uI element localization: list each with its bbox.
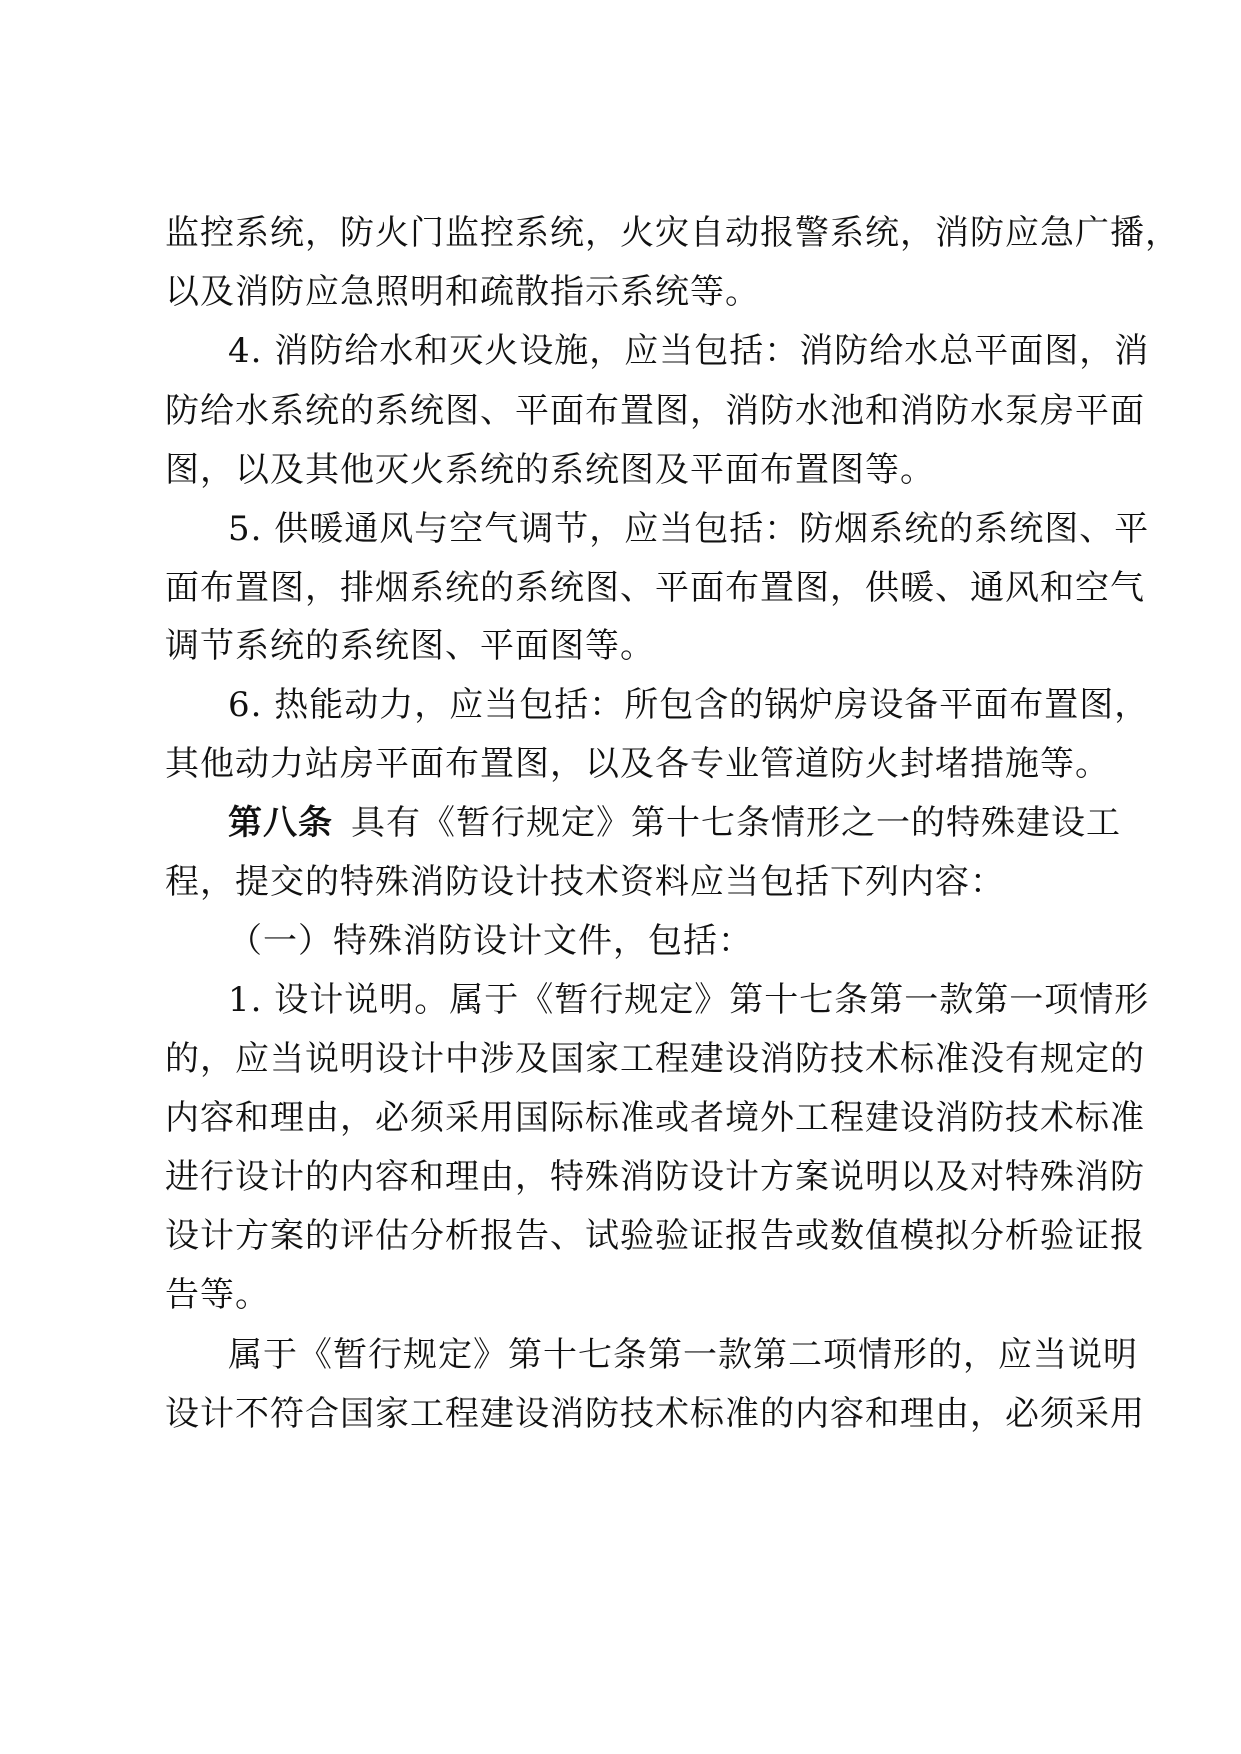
text-line: 面布置图，排烟系统的系统图、平面布置图，供暖、通风和空气 — [165, 568, 1145, 608]
text-line: 1. 设计说明。属于《暂行规定》第十七条第一款第一项情形 — [228, 980, 1150, 1020]
article-heading-line — [228, 799, 1121, 847]
article-title: 第八条 — [228, 803, 333, 843]
text-line: 告等。 — [165, 1275, 270, 1315]
text-line: 设计方案的评估分析报告、试验验证报告或数值模拟分析验证报 — [165, 1216, 1145, 1256]
text-line: 防给水系统的系统图、平面布置图，消防水池和消防水泵房平面 — [165, 391, 1145, 431]
text-line: 图，以及其他灭火系统的系统图及平面布置图等。 — [165, 450, 935, 490]
text-line: 具有《暂行规定》第十七条情形之一的特殊建设工 — [351, 803, 1121, 843]
text-line: 其他动力站房平面布置图，以及各专业管道防火封堵措施等。 — [165, 744, 1110, 784]
text-line: 以及消防应急照明和疏散指示系统等。 — [165, 272, 760, 312]
text-line: 内容和理由，必须采用国际标准或者境外工程建设消防技术标准 — [165, 1098, 1145, 1138]
text-line: 4. 消防给水和灭火设施，应当包括：消防给水总平面图，消 — [228, 331, 1150, 371]
text-line: 进行设计的内容和理由，特殊消防设计方案说明以及对特殊消防 — [165, 1157, 1145, 1197]
text-line: 程，提交的特殊消防设计技术资料应当包括下列内容： — [165, 862, 1005, 902]
text-line: 6. 热能动力，应当包括：所包含的锅炉房设备平面布置图， — [228, 685, 1150, 725]
text-line: 的，应当说明设计中涉及国家工程建设消防技术标准没有规定的 — [165, 1039, 1145, 1079]
text-line: 监控系统，防火门监控系统，火灾自动报警系统，消防应急广播， — [165, 213, 1180, 253]
text-line: 5. 供暖通风与空气调节，应当包括：防烟系统的系统图、平 — [228, 509, 1150, 549]
text-line: 属于《暂行规定》第十七条第一款第二项情形的，应当说明 — [228, 1335, 1138, 1375]
text-line: 调节系统的系统图、平面图等。 — [165, 626, 655, 666]
text-line: 设计不符合国家工程建设消防技术标准的内容和理由，必须采用 — [165, 1394, 1145, 1434]
text-line: （一）特殊消防设计文件，包括： — [228, 921, 753, 961]
